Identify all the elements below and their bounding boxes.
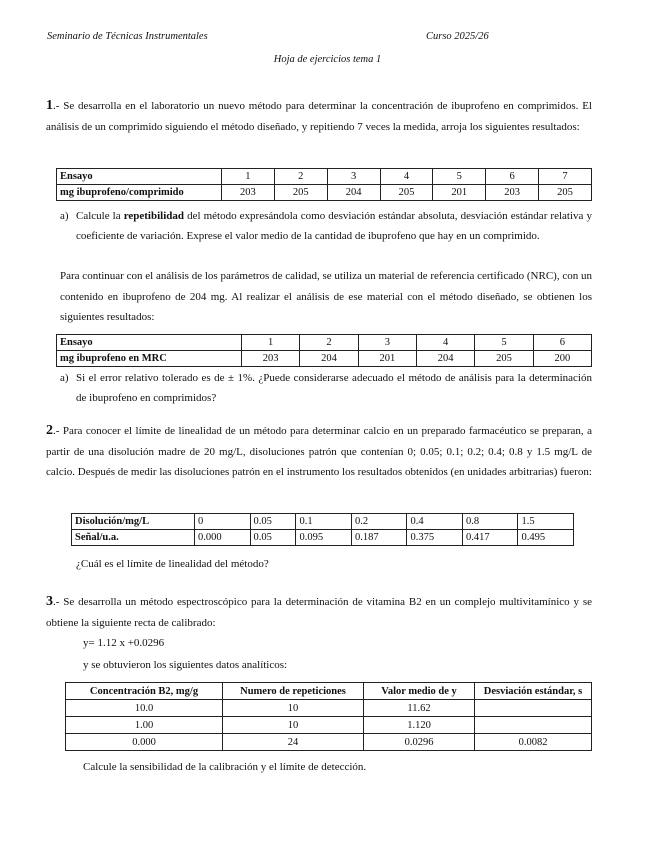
table-cell: 0 [195, 514, 251, 530]
table-row [66, 717, 592, 734]
table-cell: 2 [274, 169, 327, 185]
question-text: Si el error relativo tolerado es de ± 1%. ¿Puede considerarse adecuado el método de análisis para la determinación de ibuprofeno en comprimidos? [76, 372, 592, 404]
table-cell: 10 [223, 717, 364, 734]
table-cell: 0.000 [195, 530, 251, 546]
table-row-label: Disolución/mg/L [72, 514, 195, 530]
table-cell: 2 [300, 335, 358, 351]
table-row [66, 734, 592, 751]
table-cell: 1.120 [364, 717, 475, 734]
table-cell: 0.495 [518, 530, 574, 546]
exercise-3-line-2: y se obtuvieron los siguientes datos analíticos: [83, 659, 288, 671]
table-cell: 201 [358, 351, 416, 367]
sheet-title: Hoja de ejercicios tema 1 [273, 54, 382, 65]
calibration-equation: y= 1.12 x +0.0296 [83, 637, 165, 649]
table-cell: 0.375 [407, 530, 463, 546]
table-cell: 0.4 [407, 514, 463, 530]
exercise-1-intro-text: .- Se desarrolla en el laboratorio un nuevo método para determinar la concentración de ibuprofeno en comprimidos. El análisis de un comprimido siguiendo el método diseñado, y repitiendo 7 veces la medida, arroja los siguientes resultados: [46, 100, 592, 133]
course-year: Curso 2025/26 [426, 31, 489, 42]
question-tag: a) [60, 372, 69, 384]
exercise-3-intro [46, 592, 592, 633]
table-cell: 203 [222, 185, 275, 201]
table-cell: 200 [533, 351, 591, 367]
course-name: Seminario de Técnicas Instrumentales [47, 31, 208, 42]
table-cell: 205 [380, 185, 433, 201]
table-cell: 1.5 [518, 514, 574, 530]
exercise-1-question-a [60, 206, 592, 246]
exercise-1-paragraph-2: Para continuar con el análisis de los parámetros de calidad, se utiliza un material de referencia certificado (NRC), con un contenido en ibuprofeno de 204 mg. Al realizar el análisis de ese material con el método diseñado, se obtienen los siguientes resultados: [60, 270, 592, 323]
exercise-2-intro-text: .- Para conocer el límite de linealidad de un método para determinar calcio en un preparado farmacéutico se preparan, a partir de una disolución madre de 20 mg/L, disoluciones patrón que contenían 0; 0.05; 0.1; 0.2; 0.4; 0.8 y 1.5 mg/L de calcio. Después de medir las disoluciones patrón en el instrumento los resultados obtenidos (en unidades arbitrarias) fueron: [46, 425, 592, 478]
table-cell: 10 [223, 700, 364, 717]
exercise-1-intro [46, 96, 592, 137]
table-cell: 204 [327, 185, 380, 201]
table-cell: 0.8 [462, 514, 518, 530]
table-header-cell: Numero de repeticiones [223, 683, 364, 700]
table-cell: 0.1 [296, 514, 352, 530]
table-cell: 204 [416, 351, 474, 367]
table-row [57, 351, 592, 367]
table-cell: 7 [539, 169, 592, 185]
table-cell: 4 [416, 335, 474, 351]
table-row [66, 700, 592, 717]
table-cell: 1 [242, 335, 300, 351]
table-row-label: Ensayo [57, 169, 222, 185]
table-cell: 204 [300, 351, 358, 367]
table-cell [475, 700, 592, 717]
table-cell: 4 [380, 169, 433, 185]
table-header-cell: Concentración B2, mg/g [66, 683, 223, 700]
table-header-row [66, 683, 592, 700]
table-cell: 203 [486, 185, 539, 201]
question-text-post: del método expresándola como desviación estándar absoluta, desviación estándar relativa y coeficiente de variación. Exprese el valor medio de la cantidad de ibuprofeno que hay en un comprimido. [76, 210, 592, 242]
table-cell: 1 [222, 169, 275, 185]
table-cell: 205 [539, 185, 592, 201]
table-cell: 3 [358, 335, 416, 351]
table-cell: 3 [327, 169, 380, 185]
table-cell: 6 [533, 335, 591, 351]
exercise-1-table-1 [56, 168, 592, 201]
table-row [72, 514, 574, 530]
table-cell: 0.417 [462, 530, 518, 546]
table-cell: 0.095 [296, 530, 352, 546]
table-cell: 6 [486, 169, 539, 185]
table-cell: 1.00 [66, 717, 223, 734]
exercise-3-number: 3 [46, 594, 53, 609]
question-tag: a) [60, 210, 69, 222]
table-cell: 5 [475, 335, 533, 351]
exercise-3-intro-text: .- Se desarrolla un método espectroscópico para la determinación de vitamina B2 en un complejo multivitamínico y se obtiene la siguiente recta de calibrado: [46, 596, 592, 629]
table-cell: 0.187 [351, 530, 407, 546]
table-cell: 5 [433, 169, 486, 185]
table-row-label: mg ibuprofeno/comprimido [57, 185, 222, 201]
table-cell: 10.0 [66, 700, 223, 717]
table-row [72, 530, 574, 546]
table-cell: 205 [274, 185, 327, 201]
question-text-pre: Calcule la [76, 210, 124, 222]
exercise-2-number: 2 [46, 423, 53, 438]
table-cell: 203 [242, 351, 300, 367]
table-cell: 205 [475, 351, 533, 367]
exercise-3-table [65, 682, 592, 751]
table-cell: 201 [433, 185, 486, 201]
table-cell: 0.05 [250, 530, 296, 546]
exercise-1-question-b [60, 368, 592, 408]
exercise-2-question: ¿Cuál es el límite de linealidad del método? [76, 558, 269, 570]
table-row-label: Ensayo [57, 335, 242, 351]
table-cell: 0.0082 [475, 734, 592, 751]
table-cell: 11.62 [364, 700, 475, 717]
table-cell: 0.000 [66, 734, 223, 751]
exercise-1-number: 1 [46, 98, 53, 113]
exercise-1-table-2 [56, 334, 592, 367]
table-header-cell: Valor medio de y [364, 683, 475, 700]
table-cell: 24 [223, 734, 364, 751]
table-cell: 0.05 [250, 514, 296, 530]
table-row-label: Señal/u.a. [72, 530, 195, 546]
exercise-3-question: Calcule la sensibilidad de la calibración y el límite de detección. [83, 761, 367, 773]
table-row [57, 335, 592, 351]
table-row [57, 185, 592, 201]
exercise-2-intro [46, 421, 592, 483]
question-text-bold: repetibilidad [123, 210, 184, 222]
exercise-2-table [71, 513, 574, 546]
table-row [57, 169, 592, 185]
table-cell [475, 717, 592, 734]
table-row-label: mg ibuprofeno en MRC [57, 351, 242, 367]
table-header-cell: Desviación estándar, s [475, 683, 592, 700]
table-cell: 0.2 [351, 514, 407, 530]
table-cell: 0.0296 [364, 734, 475, 751]
